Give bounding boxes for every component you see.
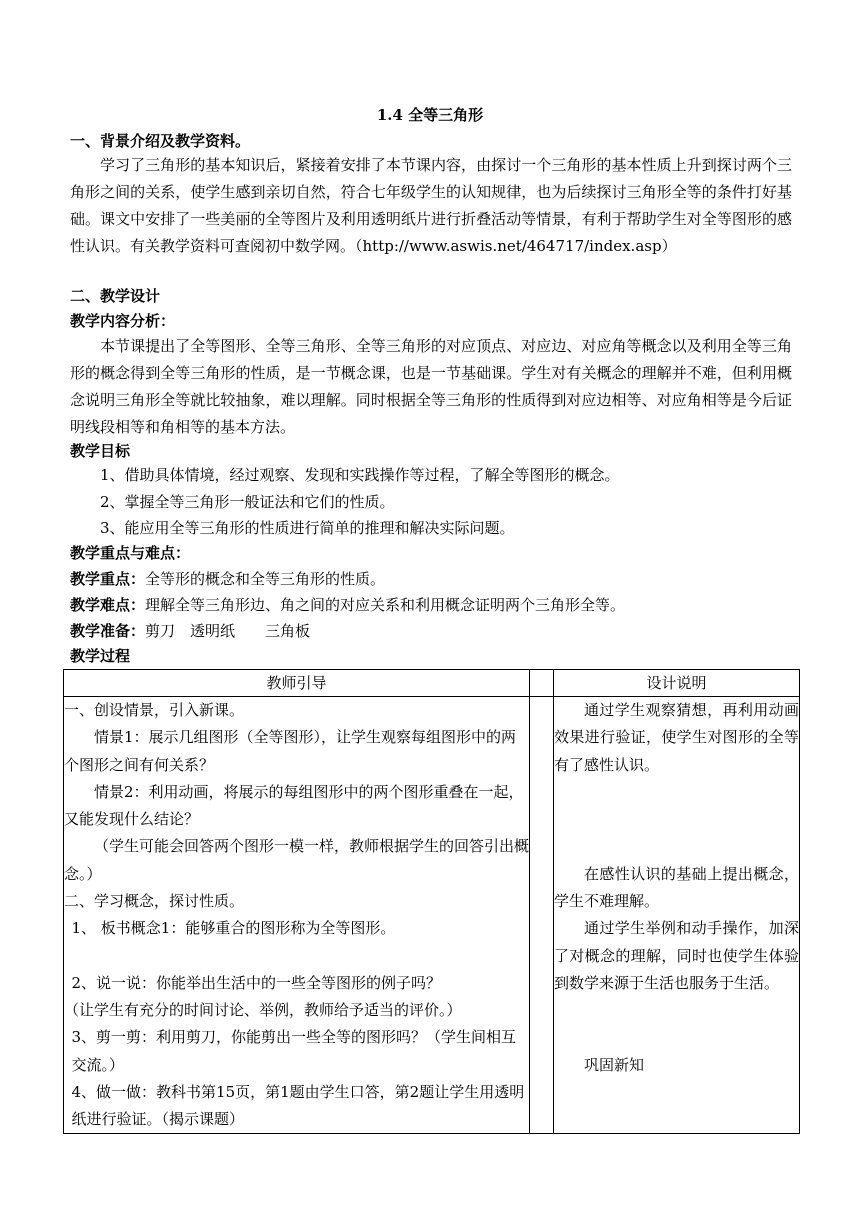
difficulty-label: 教学难点： [70,596,146,614]
table-row [64,697,800,1134]
section-background-heading: 一、背景介绍及教学资料。 [70,132,251,150]
teacher-step: 3、剪一剪：利用剪刀，你能剪出一些全等的图形吗？（学生间相互交流。） [71,1028,517,1074]
document-title: 1.4 全等三角形 [376,106,484,124]
teaching-process-table [63,669,800,1134]
col-header-spacer [530,670,554,697]
teacher-step: （学生可能会回答两个图形一模一样，教师根据学生的回答引出概念。） [64,837,530,883]
teacher-step: 2、说一说：你能举出生活中的一些全等图形的例子吗？ [71,973,442,992]
spacer-cell [530,697,554,1134]
content-analysis-body: 本节课提出了全等图形、全等三角形、全等三角形的对应顶点、对应边、对应角等概念以及利用全等三角形的概念得到全等三角形的性质，是一节概念课，也是一节基础课。学生对有关概念的理解并不难，但利用概念说明三角形全等就比较抽象，难以理解。同时根据全等三角形的性质得到对应边相等、对应角相等是今后证明线段相等和角相等的基本方法。 [70,337,792,436]
col-header-notes: 设计说明 [554,670,800,697]
teacher-step: 一、创设情景，引入新课。 [64,701,245,719]
teacher-step: 情景2：利用动画，将展示的每组图形中的两个图形重叠在一起，又能发现什么结论？ [64,782,524,829]
goal-item: 2、掌握全等三角形一般证法和它们的性质。 [100,493,395,511]
section-design-heading: 二、教学设计 [70,287,161,305]
design-note: 巩固新知 [584,1056,645,1075]
difficulty-text: 理解全等三角形边、角之间的对应关系和利用概念证明两个三角形全等。 [145,596,626,614]
teacher-step: 情景1：展示几组图形（全等图形），让学生观察每组图形中的两个图形之间有何关系？ [64,728,517,774]
process-heading: 教学过程 [70,647,131,665]
design-note: 在感性认识的基础上提出概念，学生不难理解。 [554,864,799,911]
spacer [554,779,799,861]
teacher-step: （让学生有充分的时间讨论、举例，教师给予适当的评价。） [64,1000,462,1019]
goals-heading: 教学目标 [70,442,131,460]
difficulty-line [70,594,625,616]
table-header-row [64,670,800,697]
prep-line [70,620,310,642]
key-point-label: 教学重点： [70,570,146,588]
key-points-heading: 教学重点与难点： [70,544,191,562]
key-point-line [70,568,385,590]
teacher-guide-cell [64,697,530,1134]
teacher-step: 二、学习概念，探讨性质。 [64,892,245,911]
teacher-step: 4、做一做：教科书第15页，第1题由学生口答，第2题让学生用透明纸进行验证。（揭示课题） [71,1082,525,1129]
design-note: 通过学生举例和动手操作，加深了对概念的理解，同时也使学生体验到数学来源于生活也服务于生活。 [554,919,799,993]
prep-label: 教学准备： [70,622,146,640]
section-background-body: 学习了三角形的基本知识后，紧接着安排了本节课内容，由探讨一个三角形的基本性质上升到探讨两个三角形之间的关系，使学生感到亲切自然，符合七年级学生的认知规律，也为后续探讨三角形全等的条件打好基础。课文中安排了一些美丽的全等图片及利用透明纸片进行折叠活动等情景，有利于帮助学生对全等图形的感性认识。有关教学资料可查阅初中数学网。（http://www.aswis.net/464717/index.asp） [70,156,792,255]
content-analysis-heading: 教学内容分析： [70,312,176,330]
col-header-teacher: 教师引导 [64,670,530,697]
spacer [554,997,799,1052]
goal-item: 1、借助具体情境，经过观察、发现和实践操作等过程，了解全等图形的概念。 [100,466,620,484]
spacer [64,943,529,970]
prep-text: 剪刀 透明纸 三角板 [145,622,311,640]
design-note: 通过学生观察猜想，再利用动画效果进行验证，使学生对图形的全等有了感性认识。 [554,701,799,774]
goal-item: 3、能应用全等三角形的性质进行简单的推理和解决实际问题。 [100,519,515,537]
design-notes-cell [554,697,800,1134]
key-point-text: 全等形的概念和全等三角形的性质。 [145,570,386,588]
teacher-step: 1、 板书概念1：能够重合的图形称为全等图形。 [71,919,396,938]
